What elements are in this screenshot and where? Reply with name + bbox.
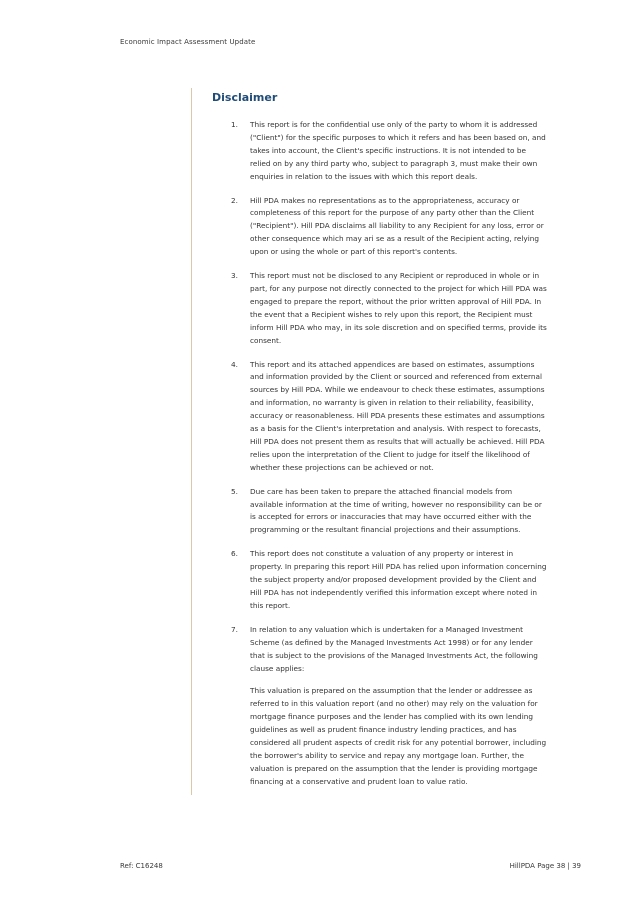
footer-page-number: HillPDA Page 38 | 39 xyxy=(509,862,581,870)
clause-5 xyxy=(231,486,547,538)
clause-text: Hill PDA makes no representations as to the appropriateness, accuracy or completeness of this report for the purpose of any party other than the Client ("Recipient"). Hill PDA disclaims all liability to any Recipient for any loss, error or other consequence which may ari se as a result of the Recipient acting, relying upon or using the whole or part of this report's contents. xyxy=(250,195,544,257)
clause-4 xyxy=(231,359,547,475)
clause-text: This report and its attached appendices are based on estimates, assumptions and information provided by the Client or sourced and referenced from external sources by Hill PDA. While we endeavour to check these estimates, assumptions and information, no warranty is given in relation to their reliability, feasibility, accuracy or reasonableness. Hill PDA presents these estimates and assumptions as a basis for the Client's interpretation and analysis. With respect to forecasts, Hill PDA does not present them as results that will actually be achieved. Hill PDA relies upon the interpretation of the Client to judge for itself the likelihood of whether these projections can be achieved or not. xyxy=(250,359,545,472)
clause-number: 6. xyxy=(231,549,238,559)
clause-number: 5. xyxy=(231,486,238,496)
clause-text: This report must not be disclosed to any Recipient or reproduced in whole or in part, for any purpose not directly connected to the project for which Hill PDA was engaged to prepare the report, without the prior written approval of Hill PDA. In the event that a Recipient wishes to rely upon this report, the Recipient must inform Hill PDA who may, in its sole discretion and on specified terms, provide its consent. xyxy=(250,271,547,345)
clause-number: 1. xyxy=(231,120,238,129)
clause-number: 4. xyxy=(231,359,238,369)
clause-number: 3. xyxy=(231,271,238,281)
clause-7 xyxy=(231,624,547,789)
margin-rule xyxy=(191,88,192,795)
clause-1 xyxy=(231,119,547,184)
clause-text: Due care has been taken to prepare the attached financial models from available information at the time of writing, however no responsibility can be or is accepted for errors or inaccuracies that may have occurred either with the programming or the resultant financial projections and their assumptions. xyxy=(250,486,542,535)
clause-3 xyxy=(231,270,547,347)
clause-text: In relation to any valuation which is undertaken for a Managed Investment Scheme (as defined by the Managed Investments Act 1998) or for any lender that is subject to the provisions of the Managed Investments Act, the following clause applies: xyxy=(250,624,538,673)
clause-subparagraph: This valuation is prepared on the assumption that the lender or addressee as referred to in this valuation report (and no other) may rely on the valuation for mortgage finance purposes and the lender has complied with its own lending guidelines as well as prudent finance industry lending practices, and has considered all prudent aspects of credit risk for any potential borrower, including the borrower's ability to service and repay any mortgage loan. Further, the valuation is prepared on the assumption that the lender is providing mortgage financing at a conservative and prudent loan to value ratio. xyxy=(250,686,547,786)
clause-6 xyxy=(231,548,547,613)
clause-2 xyxy=(231,195,547,260)
clause-number: 2. xyxy=(231,195,238,205)
running-header: Economic Impact Assessment Update xyxy=(120,38,256,46)
clause-text: This report does not constitute a valuation of any property or interest in property. In preparing this report Hill PDA has relied upon information concerning the subject property and/or proposed development provided by the Client and Hill PDA has not independently verified this information except where noted in this report. xyxy=(250,549,547,610)
clause-number: 7. xyxy=(231,624,238,634)
clause-text: This report is for the confidential use only of the party to whom it is addressed ("Client") for the specific purposes to which it refers and has been based on, and takes into account, the Client's specific instructions. It is not intended to be relied on by any third party who, subject to paragraph 3, must make their own enquiries in relation to the issues with which this report deals. xyxy=(250,120,546,181)
section-title: Disclaimer xyxy=(212,91,278,104)
disclaimer-clauses xyxy=(231,119,547,789)
footer-reference: Ref: C16248 xyxy=(120,862,163,870)
